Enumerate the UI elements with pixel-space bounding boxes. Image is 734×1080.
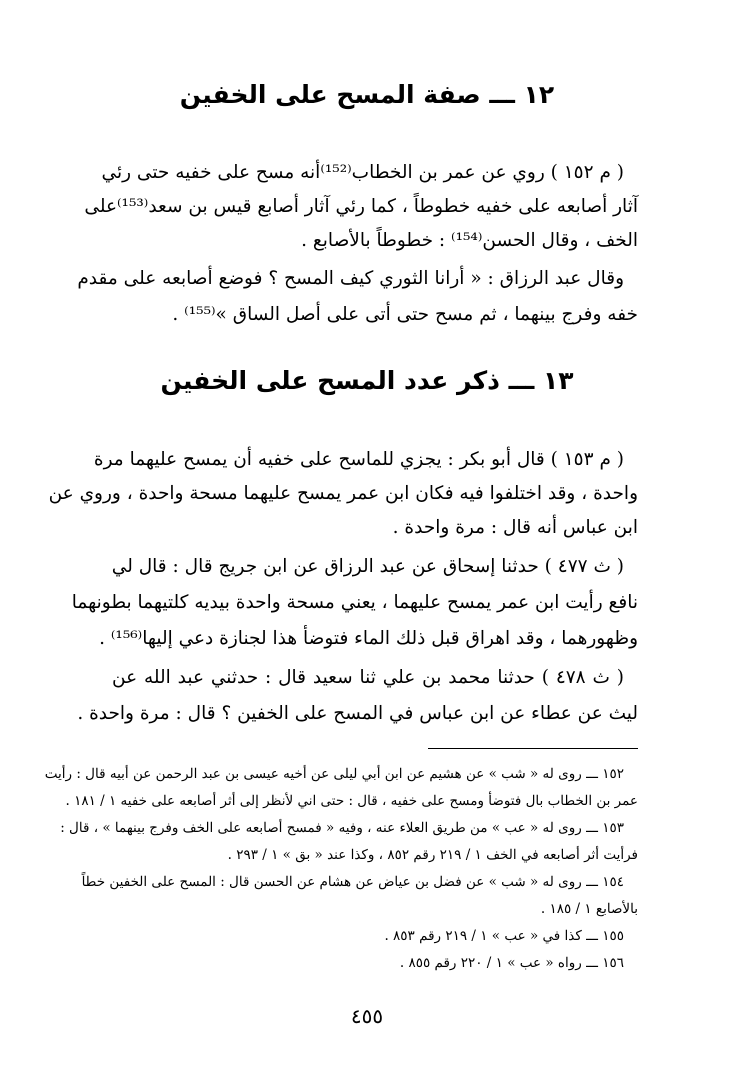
body-line: ( م ١٥٣ ) قال أبو بكر : يجزي للماسح على خفيه أن يمسح عليهما مرة	[93, 449, 624, 470]
footnote-line: ١٥٣ ـــ روى له « عب » من طريق العلاء عنه ، وفيه « فمسح أصابعه على الخف وفرج بينهما » ، قال :	[60, 820, 624, 836]
body-line: وظهورهما ، وقد اهراق قبل ذلك الماء فتوضأ هذا لجنازة دعي إليها⁽¹⁵⁶⁾ .	[99, 628, 638, 649]
footnote-line: ١٥٦ ـــ رواه « عب » ١ / ٢٢٠ رقم ٨٥٥ .	[399, 955, 624, 971]
chapter-heading-12: ١٢ ـــ صفة المسح على الخفين	[179, 80, 555, 109]
chapter-heading-13: ١٣ ـــ ذكر عدد المسح على الخفين	[160, 366, 574, 395]
body-line: واحدة ، وقد اختلفوا فيه فكان ابن عمر يمسح عليهما مسحة واحدة ، وروي عن	[48, 483, 638, 504]
body-line: ( ث ٤٧٧ ) حدثنا إسحاق عن عبد الرزاق عن ابن جريج قال : قال لي	[111, 556, 624, 577]
body-line: نافع رأيت ابن عمر يمسح عليهما ، يعني مسحة واحدة بيديه كلتيهما بطونهما	[71, 592, 638, 613]
footnote-line: عمر بن الخطاب بال فتوضأ ومسح على خفيه ، قال : حتى اني لأنظر إلى أثر أصابعه على خفيه ١ / ١٨١ .	[65, 793, 638, 809]
body-line: ابن عباس أنه قال : مرة واحدة .	[392, 517, 638, 538]
footnote-line: ١٥٢ ـــ روى له « شب » عن هشيم عن ابن أبي ليلى عن أخيه عيسى بن عبد الرحمن عن أبيه قال : رأيت	[44, 766, 624, 782]
footnote-line: بالأصابع ١ / ١٨٥ .	[540, 901, 638, 917]
page-number: ٤٥٥	[350, 1004, 384, 1028]
body-line: ( م ١٥٢ ) روي عن عمر بن الخطاب⁽¹⁵²⁾أنه مسح على خفيه حتى رئي	[101, 162, 624, 183]
body-line: ( ث ٤٧٨ ) حدثنا محمد بن علي ثنا سعيد قال : حدثني عبد الله عن	[112, 667, 624, 688]
footnote-separator	[428, 748, 638, 749]
body-line: وقال عبد الرزاق : « أرانا الثوري كيف المسح ؟ فوضع أصابعه على مقدم	[77, 268, 624, 289]
body-line: آثار أصابعه على خفيه خطوطاً ، كما رئي آثار أصابع قيس بن سعد⁽¹⁵³⁾على	[84, 196, 638, 217]
body-line: الخف ، وقال الحسن⁽¹⁵⁴⁾ : خطوطاً بالأصابع .	[301, 230, 638, 251]
footnote-line: ١٥٥ ـــ كذا في « عب » ١ / ٢١٩ رقم ٨٥٣ .	[384, 928, 624, 944]
footnote-line: ١٥٤ ـــ روى له « شب » عن فضل بن عياض عن هشام عن الحسن قال : المسح على الخفين خطاً	[81, 874, 624, 890]
body-line: ليث عن عطاء عن ابن عباس في المسح على الخفين ؟ قال : مرة واحدة .	[77, 703, 638, 724]
footnote-line: فرأيت أثر أصابعه في الخف ١ / ٢١٩ رقم ٨٥٢ ، وكذا عند « بق » ١ / ٢٩٣ .	[227, 847, 638, 863]
body-line: خفه وفرج بينهما ، ثم مسح حتى أتى على أصل الساق »⁽¹⁵⁵⁾ .	[172, 304, 638, 325]
